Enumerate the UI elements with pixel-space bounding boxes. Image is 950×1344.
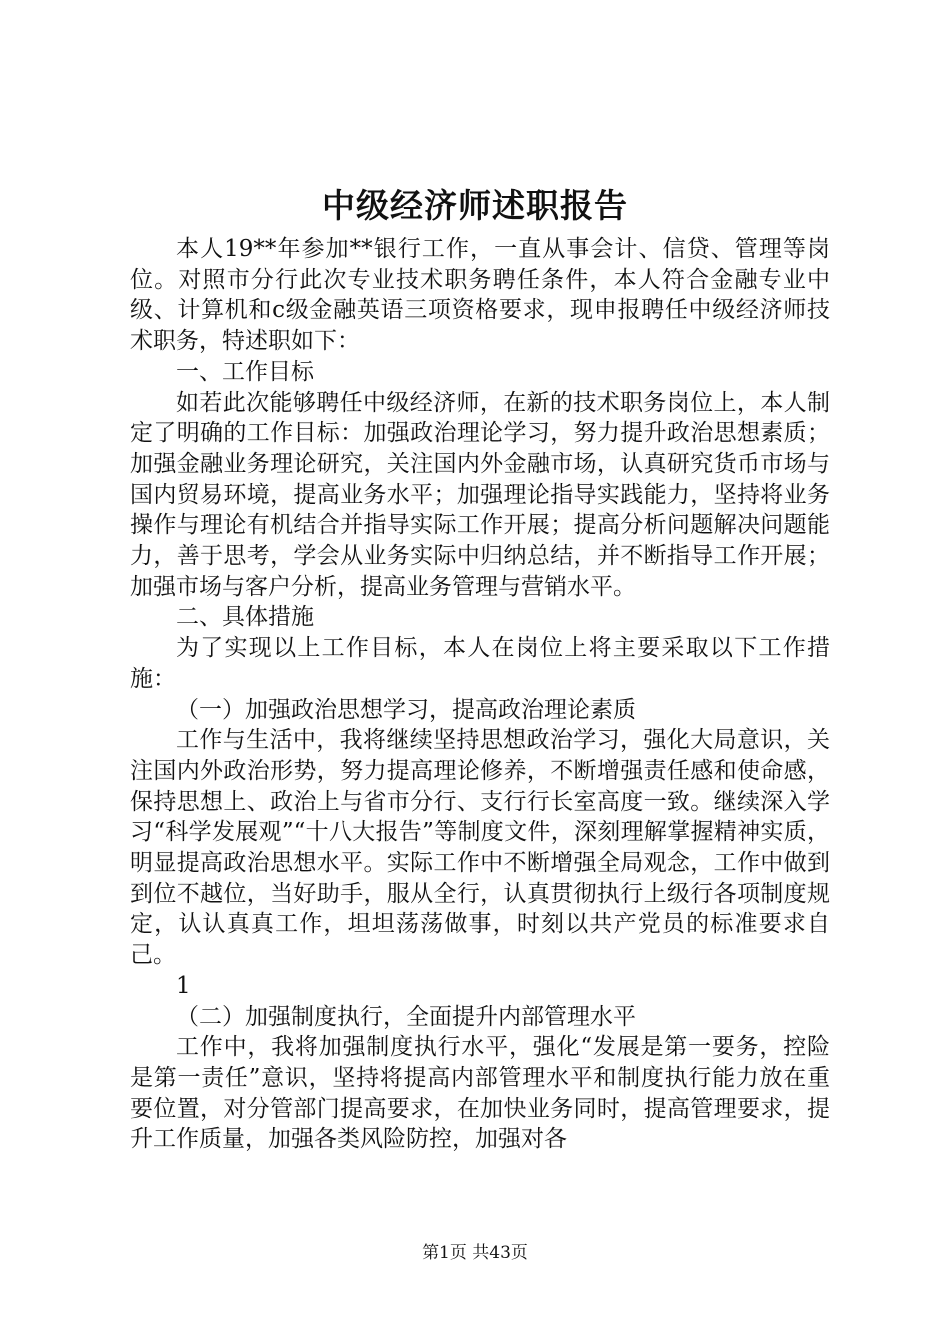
- inline-page-number: 1: [176, 972, 191, 999]
- page-footer: 第1页 共43页: [422, 1243, 528, 1263]
- subheading-political-study: （一）加强政治思想学习，提高政治理论素质: [176, 696, 636, 723]
- subheading-system-execution: （二）加强制度执行，全面提升内部管理水平: [176, 1003, 636, 1030]
- paragraph-measures-intro: 为了实现以上工作目标，本人在岗位上将主要采取以下工作措施：: [130, 635, 830, 692]
- paragraph-political-study: 工作与生活中，我将继续坚持思想政治学习，强化大局意识，关注国内外政治形势，努力提高理论修养，不断增强责任感和使命感，保持思想上、政治上与省市分行、支行行长室高度一致。继续深入学习“科学发展观”“十八大报告”等制度文件，深刻理解掌握精神实质，明显提高政治思想水平。实际工作中不断增强全局观念，工作中做到到位不越位，当好助手，服从全行，认真贯彻执行上级行各项制度规定，认认真真工作，坦坦荡荡做事，时刻以共产党员的标准要求自己。: [130, 727, 830, 969]
- paragraph-intro: 本人19**年参加**银行工作，一直从事会计、信贷、管理等岗位。对照市分行此次专业技术职务聘任条件，本人符合金融专业中级、计算机和c级金融英语三项资格要求，现申报聘任中级经济师技术职务，特述职如下：: [130, 236, 830, 355]
- document-body: [130, 234, 830, 1155]
- section-heading-measures: 二、具体措施: [176, 604, 314, 631]
- document-title: 中级经济师述职报告: [322, 186, 628, 225]
- paragraph-goals: 如若此次能够聘任中级经济师，在新的技术职务岗位上，本人制定了明确的工作目标：加强政治理论学习，努力提升政治思想素质；加强金融业务理论研究，关注国内外金融市场，认真研究货币市场与国内贸易环境，提高业务水平；加强理论指导实践能力，坚持将业务操作与理论有机结合并指导实际工作开展；提高分析问题解决问题能力，善于思考，学会从业务实际中归纳总结，并不断指导工作开展；加强市场与客户分析，提高业务管理与营销水平。: [130, 389, 830, 600]
- section-heading-goals: 一、工作目标: [176, 358, 314, 385]
- paragraph-system-execution: 工作中，我将加强制度执行水平，强化“发展是第一要务，控险是第一责任”意识，坚持将提高内部管理水平和制度执行能力放在重要位置，对分管部门提高要求，在加快业务同时，提高管理要求，提升工作质量，加强各类风险防控，加强对各: [130, 1034, 830, 1153]
